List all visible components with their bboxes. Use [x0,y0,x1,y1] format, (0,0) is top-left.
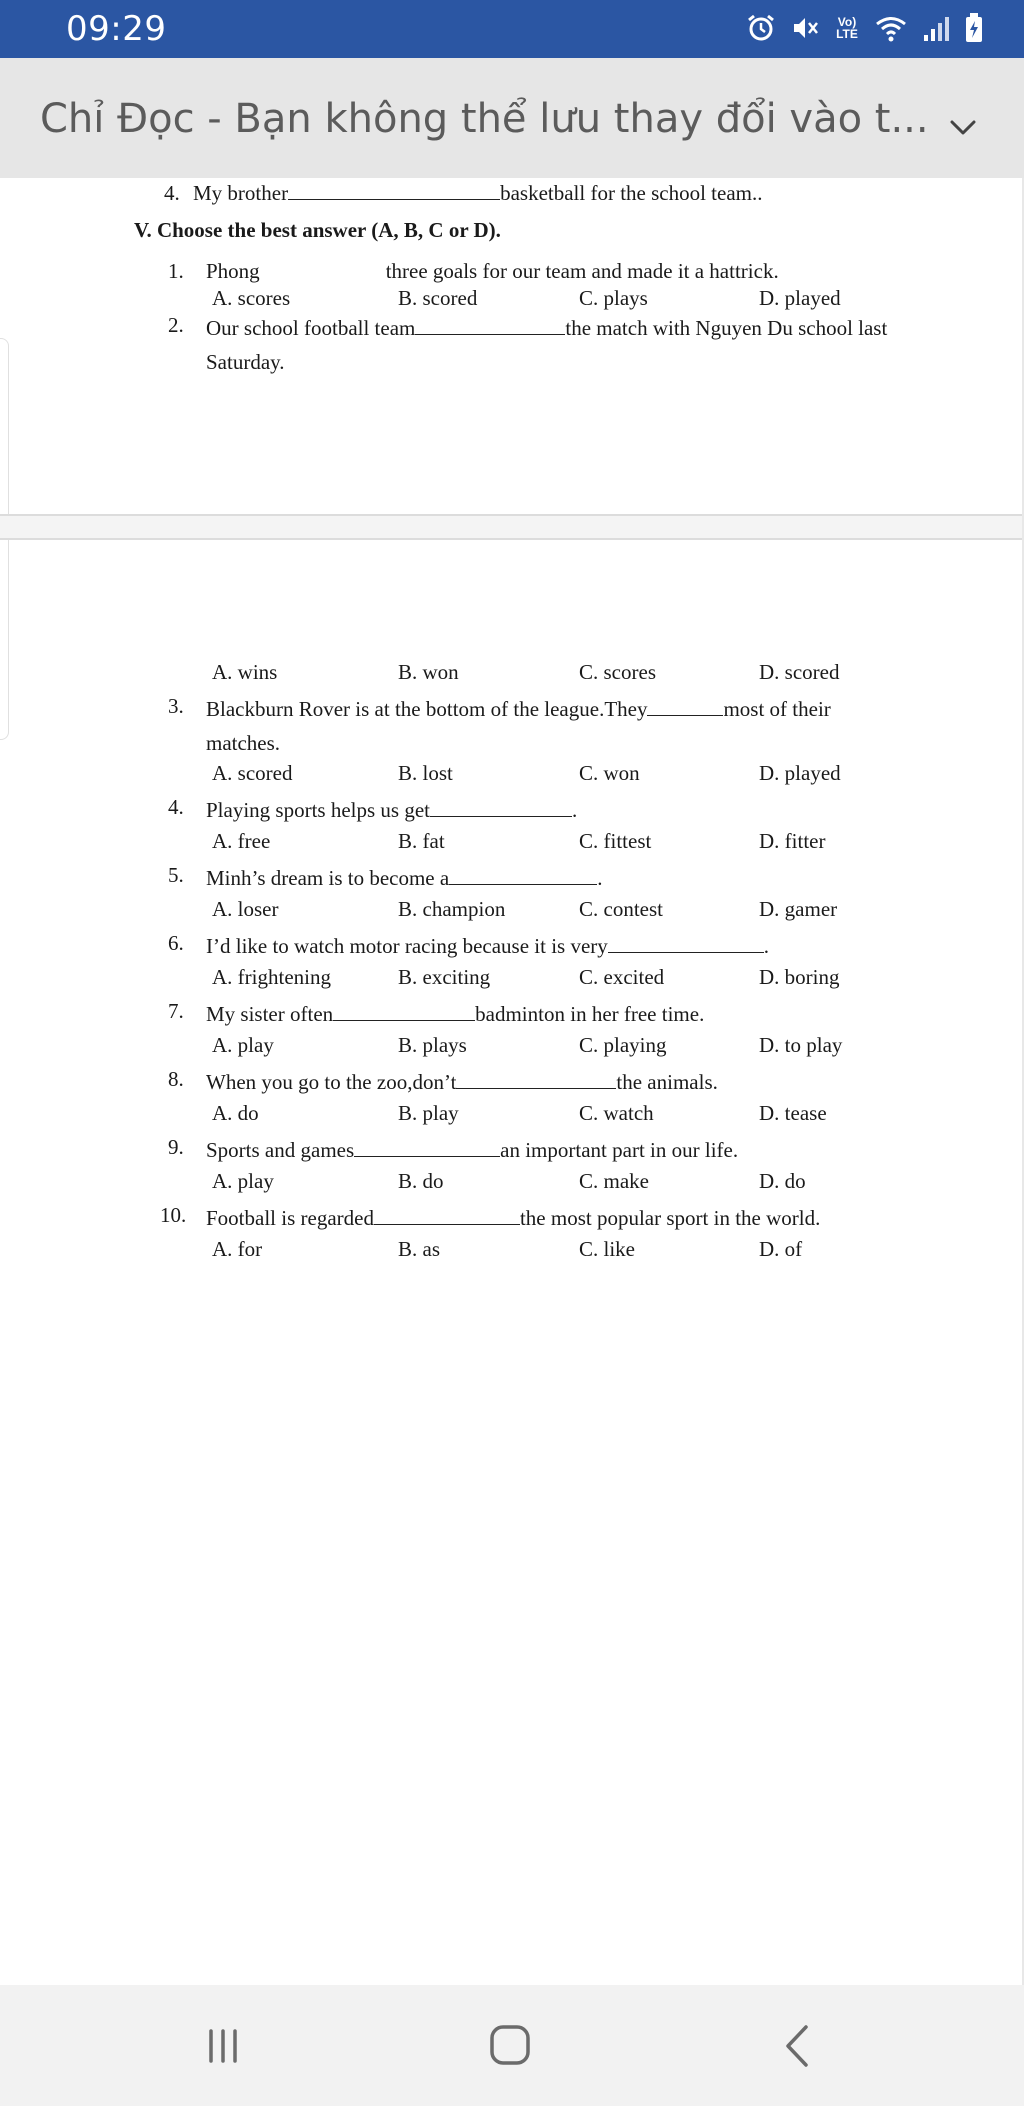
mute-icon [790,13,820,43]
volte-icon [834,16,860,40]
prev-item-before: My brother [193,181,289,205]
question-after: . [572,798,578,822]
option-a[interactable]: A. scored [212,761,293,785]
answer-blank[interactable] [608,931,764,953]
question-text [206,931,769,959]
question-number: 9. [168,1135,184,1159]
question-after: most of their [723,697,831,721]
question-after: . [597,866,603,890]
option-b[interactable]: B. exciting [398,965,491,989]
navigation-bar [0,1985,1024,2106]
document-view[interactable] [0,178,1024,1985]
answer-blank[interactable] [456,1067,616,1089]
question-continuation: matches. [206,731,281,755]
answer-blank[interactable] [449,863,597,885]
header-title: Chỉ Đọc - Bạn không thể lưu thay đổi vào t... [40,96,929,142]
option-b[interactable]: B. fat [398,829,445,853]
question-text [206,1067,718,1095]
question-after: the match with Nguyen Du school last [565,316,888,340]
answer-blank[interactable] [374,1203,520,1225]
option-b[interactable]: B. champion [398,897,506,921]
option-b[interactable]: B. play [398,1101,459,1125]
option-d[interactable]: D. of [759,1237,803,1261]
question-after: the animals. [616,1070,718,1094]
option-c[interactable]: C. playing [579,1033,667,1057]
option-b[interactable]: B. scored [398,286,478,310]
option-d[interactable]: D. played [759,286,841,310]
option-b[interactable]: B. lost [398,761,453,785]
question-number: 2. [168,313,184,337]
option-a[interactable]: A. for [212,1237,263,1261]
question-after: . [763,934,770,958]
prev-item [164,178,763,206]
option-b[interactable]: B. do [398,1169,444,1193]
question-number: 8. [168,1067,184,1091]
question-number: 3. [168,694,184,718]
question-before: Football is regarded [206,1206,374,1230]
option-a[interactable]: A. scores [212,286,291,310]
prev-item-after: basketball for the school team.. [500,181,763,205]
answer-blank[interactable] [288,178,500,200]
option-c[interactable]: C. like [579,1237,635,1261]
question-after: an important part in our life. [500,1138,739,1162]
question-after: the most popular sport in the world. [519,1206,821,1230]
volte-label-top: Vo) [837,15,857,29]
question-before: Sports and games [206,1138,355,1162]
option-d[interactable]: D. do [759,1169,806,1193]
page-break [0,514,1024,540]
question-before: When you go to the zoo,don’t [206,1070,457,1094]
question-before: My sister often [206,1002,334,1026]
option-d[interactable]: D. to play [759,1033,843,1057]
option-c[interactable]: C. scores [579,660,656,684]
question-number: 5. [168,863,184,887]
answer-blank[interactable] [647,694,723,716]
option-d[interactable]: D. boring [759,965,840,989]
option-c[interactable]: C. watch [579,1101,654,1125]
answer-blank[interactable] [430,795,572,817]
battery-icon [964,12,984,44]
option-c[interactable]: C. contest [579,897,663,921]
question-number: 7. [168,999,184,1023]
question-before: Minh’s dream is to become a [206,866,450,890]
volte-label-bottom: LTE [836,27,858,41]
question-number: 1. [168,259,184,283]
question-text [206,1203,820,1231]
option-d[interactable]: D. fitter [759,829,826,853]
question-number: 6. [168,931,184,955]
answer-blank[interactable] [354,1135,500,1157]
question-text [206,694,831,722]
option-a[interactable]: A. free [212,829,271,853]
question-text [206,795,577,823]
option-c[interactable]: C. make [579,1169,649,1193]
question-after: three goals for our team and made it a hattrick. [385,259,779,283]
option-a[interactable]: A. wins [212,660,278,684]
question-text [206,313,887,341]
option-b[interactable]: B. won [398,660,459,684]
prev-item-number: 4. [164,181,180,205]
question-text [206,259,779,284]
option-a[interactable]: A. loser [212,897,279,921]
question-text [206,999,704,1027]
option-c[interactable]: C. plays [579,286,648,310]
status-bar [0,0,1024,58]
question-before: Blackburn Rover is at the bottom of the league.They [206,697,648,721]
option-d[interactable]: D. tease [759,1101,827,1125]
option-a[interactable]: A. frightening [212,965,331,989]
option-b[interactable]: B. plays [398,1033,467,1057]
option-c[interactable]: C. won [579,761,640,785]
question-number: 4. [168,795,184,819]
option-d[interactable]: D. played [759,761,841,785]
question-before: I’d like to watch motor racing because it is very [206,934,608,958]
answer-blank[interactable] [415,313,565,335]
wifi-icon [874,13,908,43]
question-before: Playing sports helps us get [206,798,430,822]
option-c[interactable]: C. excited [579,965,665,989]
question-continuation: Saturday. [206,350,285,374]
section-title: V. Choose the best answer (A, B, C or D). [134,218,501,242]
chevron-down-icon[interactable] [938,102,988,152]
question-number: 10. [160,1203,187,1227]
signal-icon [922,13,950,43]
option-d[interactable]: D. gamer [759,897,838,921]
back-icon[interactable] [768,2021,828,2071]
option-c[interactable]: C. fittest [579,829,652,853]
home-icon[interactable] [480,2021,540,2071]
status-time: 09:29 [66,9,167,49]
question-after: badminton in her free time. [475,1002,705,1026]
option-a[interactable]: A. do [212,1101,259,1125]
question-before: Our school football team [206,316,416,340]
answer-blank[interactable] [333,999,475,1021]
question-text [206,1135,738,1163]
status-icons [746,12,984,44]
read-only-header[interactable] [0,58,1024,178]
question-text [206,863,602,891]
option-d[interactable]: D. scored [759,660,840,684]
option-a[interactable]: A. play [212,1033,274,1057]
question-before: Phong [206,259,260,283]
option-b[interactable]: B. as [398,1237,440,1261]
recents-icon[interactable] [193,2021,253,2071]
option-a[interactable]: A. play [212,1169,274,1193]
alarm-icon [746,13,776,43]
